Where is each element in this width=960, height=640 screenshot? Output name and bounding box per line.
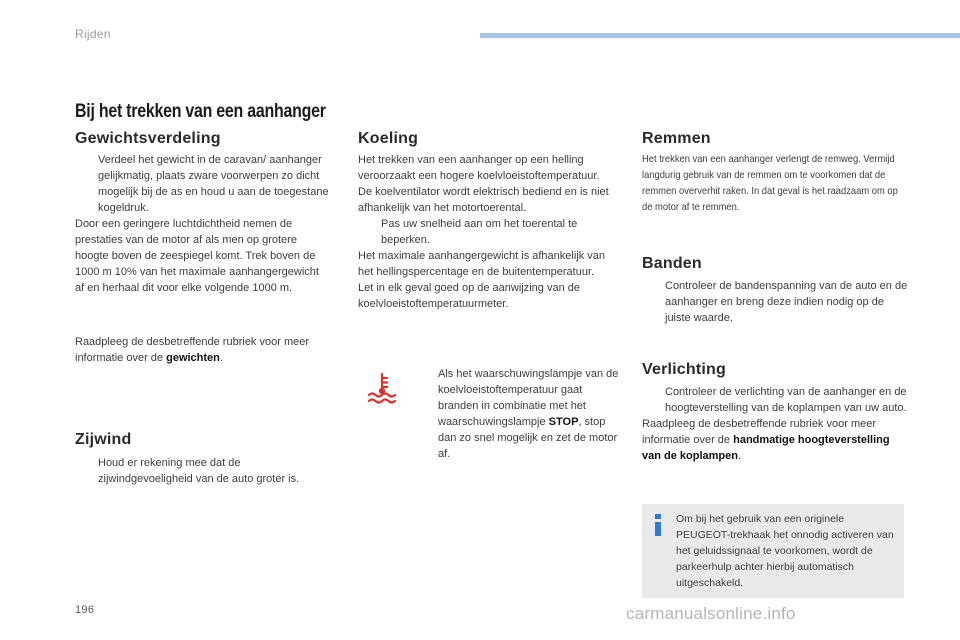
gewichtsverdeling-bullet (75, 152, 330, 216)
heading-zijwind: Zijwind (75, 431, 132, 448)
verlichting-body (642, 384, 910, 464)
reference-suffix: . (737, 450, 742, 462)
zijwind-body (75, 455, 330, 487)
reference-bold: handmatige hoogteverstelling van de koplampen (642, 434, 890, 462)
section-label: Rijden (75, 27, 111, 41)
heading-verlichting: Verlichting (642, 361, 726, 378)
info-icon (655, 514, 661, 534)
header-accent-bar (480, 33, 960, 38)
banden-body (642, 278, 910, 326)
warning-suffix: , stop dan zo snel mogelijk en zet de motor af. (438, 416, 618, 460)
verlichting-bullet (642, 384, 910, 416)
koeling-text-2: De koelventilator wordt elektrisch bediend en is niet afhankelijk van het motortoerental. (358, 186, 609, 214)
zijwind-bullet (75, 455, 330, 487)
koeling-bullet-text: Pas uw snelheid aan om het toerental te beperken. (381, 218, 578, 246)
koeling-text-3: Het maximale aanhangergewicht is afhankelijk van het hellingspercentage en de buitentemperatuur. (358, 250, 606, 278)
banden-bullet (642, 278, 910, 326)
heading-gewichtsverdeling: Gewichtsverdeling (75, 130, 221, 147)
gewichtsverdeling-text: Door een geringere luchtdichtheid nemen de prestaties van de motor af als men op grotere hoogte boven de zeespiegel komt. Trek boven de 1000 m 10% van het maximale aanhangergewicht af en herhaal dit voor elke volgende 1000 m. (75, 218, 319, 294)
page-number: 196 (75, 604, 95, 616)
gewichtsverdeling-reference (75, 334, 330, 366)
gewichtsverdeling-body (75, 152, 330, 296)
info-note (642, 504, 904, 598)
remmen-text: Het trekken van een aanhanger verlengt de remweg. Vermijd langdurig gebruik van de remmen om te voorkomen dat de remmen oververhit raken. In dat geval is het raadzaam om op de motor af te remmen. (642, 154, 898, 213)
verlichting-bullet-text: Controleer de verlichting van de aanhanger en de hoogteverstelling van de koplampen van uw auto. (665, 386, 907, 414)
koeling-text-4: Let in elk geval goed op de aanwijzing van de koelvloeistoftemperatuurmeter. (358, 282, 580, 310)
reference-prefix: Raadpleeg de desbetreffende rubriek voor meer informatie over de (75, 336, 310, 364)
koeling-warning-bullet (415, 366, 625, 462)
koeling-warning (415, 366, 625, 462)
banden-bullet-text: Controleer de bandenspanning van de auto en de aanhanger en breng deze indien nodig op de juiste waarde. (665, 280, 908, 324)
koeling-bullet (358, 216, 620, 248)
gewichtsverdeling-bullet-text: Verdeel het gewicht in de caravan/ aanhanger gelijkmatig, plaats zware voorwerpen zo dicht mogelijk bij de as en houd u aan de toegestane kogeldruk. (98, 154, 329, 214)
coolant-temperature-icon (367, 372, 397, 404)
watermark: carmanualsonline.info (626, 604, 796, 623)
warning-prefix: Als het waarschuwingslampje van de koelvloeistoftemperatuur gaat branden in combinatie met het waarschuwingslampje (438, 368, 619, 428)
zijwind-bullet-text: Houd er rekening mee dat de zijwindgevoeligheid van de auto groter is. (98, 457, 300, 485)
koeling-text-1: Het trekken van een aanhanger op een helling veroorzaakt een hogere koelvloeistoftemperatuur. (358, 154, 600, 182)
heading-remmen: Remmen (642, 130, 711, 147)
warning-bold: STOP (548, 416, 579, 428)
info-note-text: Om bij het gebruik van een originele PEUGEOT-trekhaak het onnodig activeren van het geluidssignaal te voorkomen, wordt de parkeerhulp achter hierbij automatisch uitgeschakeld. (676, 513, 894, 589)
verlichting-reference (642, 416, 910, 464)
reference-suffix: . (219, 352, 223, 364)
page-title: Bij het trekken van een aanhanger (75, 101, 326, 122)
reference-prefix: Raadpleeg de desbetreffende rubriek voor meer informatie over de (642, 418, 877, 446)
reference-bold: gewichten (166, 352, 220, 364)
heading-banden: Banden (642, 255, 702, 272)
heading-koeling: Koeling (358, 130, 419, 147)
koeling-body (358, 152, 620, 312)
